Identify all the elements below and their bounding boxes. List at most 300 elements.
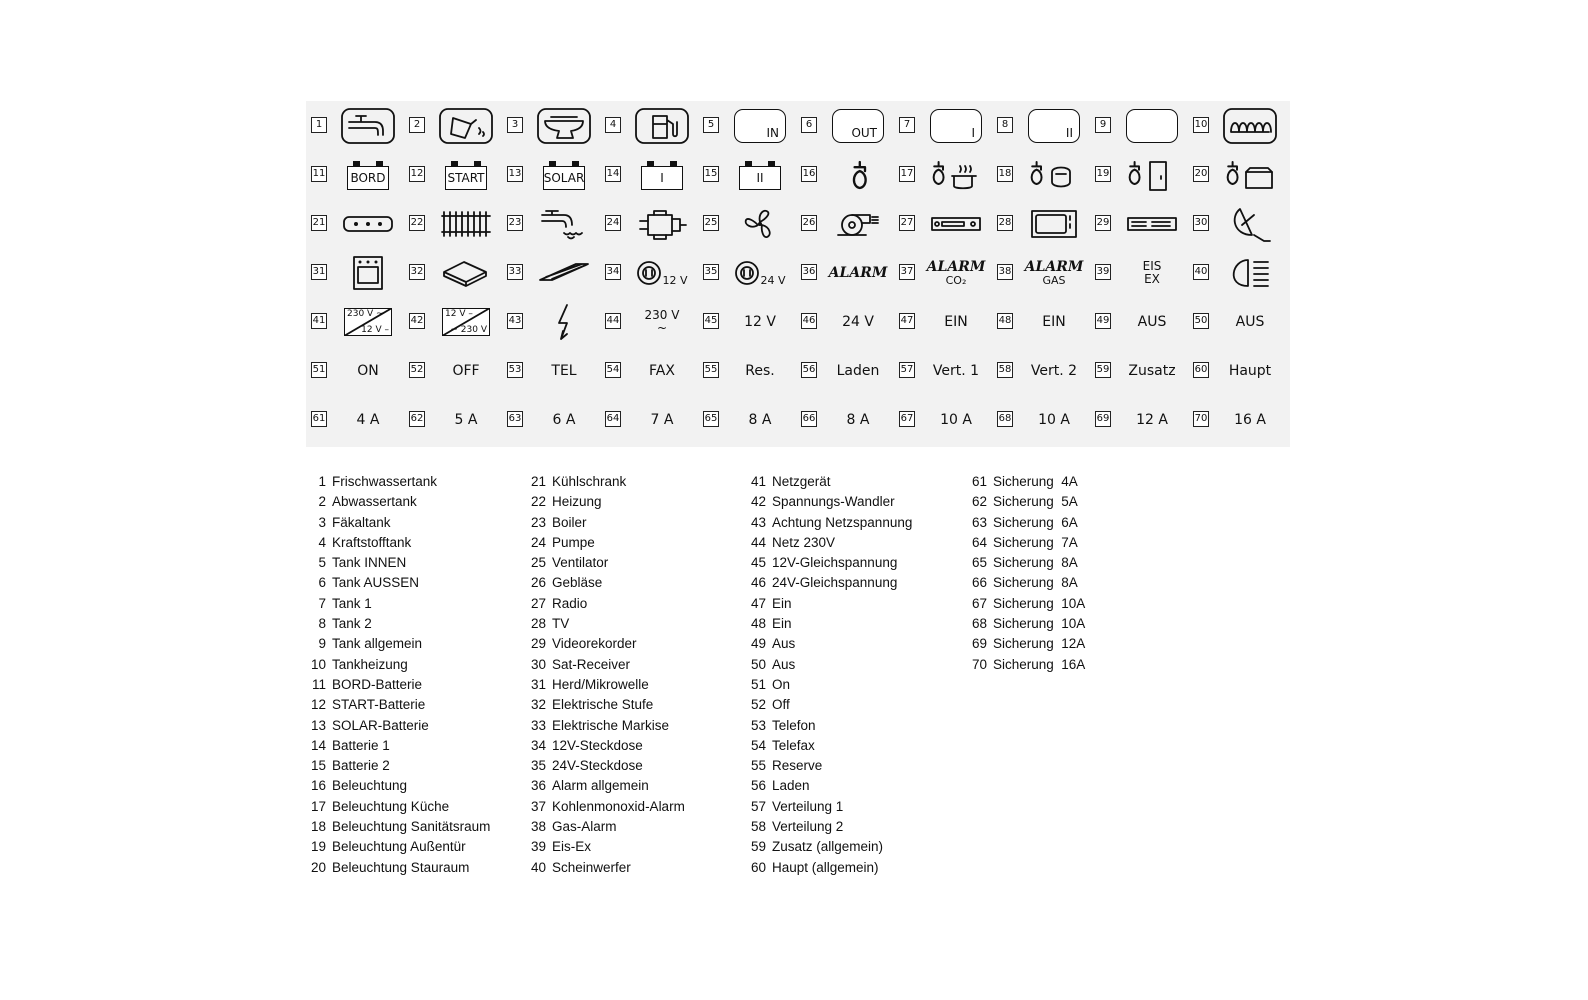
legend-item xyxy=(524,474,685,494)
symbol-sheet xyxy=(306,101,1290,447)
text-symbol: AUS xyxy=(1137,314,1167,330)
legend-label: Zusatz (allgemein) xyxy=(772,839,884,855)
symbol-cell xyxy=(796,248,894,297)
symbol-cell xyxy=(1188,248,1286,297)
text-symbol: EIN xyxy=(944,314,968,330)
tv-icon xyxy=(1024,204,1084,244)
symbol-cell xyxy=(404,395,502,444)
legend-number: 19 xyxy=(310,839,326,855)
symbol-cell xyxy=(992,248,1090,297)
symbol-number: 46 xyxy=(801,313,817,329)
legend-label: 24V-Steckdose xyxy=(552,758,643,774)
legend-number: 56 xyxy=(750,778,766,794)
legend-item xyxy=(965,616,1085,636)
legend-label: Reserve xyxy=(772,758,823,774)
symbol-cell xyxy=(992,346,1090,395)
symbol-cell xyxy=(698,297,796,346)
radio-icon xyxy=(926,204,986,244)
symbol-number: 29 xyxy=(1095,215,1111,231)
legend-label: Abwassertank xyxy=(332,494,417,510)
symbol-number: 12 xyxy=(409,166,425,182)
symbol-cell xyxy=(796,395,894,444)
radiator-icon xyxy=(436,204,496,244)
legend-label: Telefon xyxy=(772,717,816,733)
symbol-number: 11 xyxy=(311,166,327,182)
legend-label: Scheinwerfer xyxy=(552,859,631,875)
symbol-number: 17 xyxy=(899,166,915,182)
legend-item xyxy=(524,555,685,575)
legend-number: 18 xyxy=(310,819,326,835)
legend-number: 5 xyxy=(318,555,326,571)
legend-label: Beleuchtung Sanitätsraum xyxy=(332,819,491,835)
battery-icon: II xyxy=(730,155,790,195)
legend-number: 17 xyxy=(310,798,326,814)
legend-item xyxy=(304,677,490,697)
legend-number: 29 xyxy=(530,636,546,652)
legend-number: 46 xyxy=(750,575,766,591)
symbol-cell xyxy=(404,150,502,199)
symbol-cell xyxy=(404,199,502,248)
legend-number: 47 xyxy=(750,595,766,611)
legend-item xyxy=(304,839,490,859)
legend-label: Gas-Alarm xyxy=(552,819,617,835)
tank-symbol: II xyxy=(1024,106,1084,146)
legend-label: Videorekorder xyxy=(552,636,637,652)
legend-item xyxy=(965,515,1085,535)
symbol-cell xyxy=(600,150,698,199)
symbol-number: 33 xyxy=(507,264,523,280)
bucket-icon xyxy=(436,106,496,146)
legend-item xyxy=(524,596,685,616)
legend-item xyxy=(965,657,1085,677)
symbol-number: 42 xyxy=(409,313,425,329)
legend-label: Aus xyxy=(772,636,796,652)
symbol-cell xyxy=(894,150,992,199)
legend-number: 4 xyxy=(318,534,326,550)
legend-number: 45 xyxy=(750,555,766,571)
legend-number: 52 xyxy=(750,697,766,713)
tank-symbol xyxy=(1122,106,1182,146)
symbol-cell xyxy=(698,248,796,297)
legend-label: Aus xyxy=(772,656,796,672)
symbol-cell xyxy=(1090,346,1188,395)
legend-item xyxy=(304,596,490,616)
symbol-number: 31 xyxy=(311,264,327,280)
legend-item xyxy=(965,636,1085,656)
vcr-icon xyxy=(1122,204,1182,244)
text-symbol: AUS xyxy=(1235,314,1265,330)
symbol-cell xyxy=(992,199,1090,248)
bulb-sink-icon xyxy=(1024,155,1084,195)
symbol-number: 13 xyxy=(507,166,523,182)
legend-label: Kühlschrank xyxy=(552,474,627,489)
legend-column xyxy=(744,474,912,880)
symbol-number: 60 xyxy=(1193,362,1209,378)
legend-item xyxy=(524,799,685,819)
symbol-cell xyxy=(894,101,992,150)
text-symbol: 16 A xyxy=(1234,412,1266,428)
symbol-number: 66 xyxy=(801,411,817,427)
symbol-number: 37 xyxy=(899,264,915,280)
symbol-cell xyxy=(306,395,404,444)
legend-item xyxy=(304,738,490,758)
alarm-symbol: ALARM CO₂ xyxy=(926,258,986,287)
legend-number: 62 xyxy=(971,494,987,510)
step-icon xyxy=(436,253,496,293)
legend-label: Beleuchtung xyxy=(332,778,408,794)
legend-number: 23 xyxy=(530,514,546,530)
legend-label: Achtung Netzspannung xyxy=(772,514,913,530)
tank-symbol: IN xyxy=(730,106,790,146)
symbol-number: 53 xyxy=(507,362,523,378)
legend-number: 68 xyxy=(971,616,987,632)
symbol-cell xyxy=(600,199,698,248)
heatcoil-icon xyxy=(1220,106,1280,146)
symbol-cell xyxy=(894,248,992,297)
legend-number: 67 xyxy=(971,595,987,611)
symbol-number: 25 xyxy=(703,215,719,231)
symbol-number: 52 xyxy=(409,362,425,378)
symbol-cell xyxy=(502,297,600,346)
legend-item xyxy=(744,474,912,494)
legend-number: 11 xyxy=(311,676,326,692)
legend-item xyxy=(524,860,685,880)
socket-icon: 12 V xyxy=(632,253,692,293)
legend-item xyxy=(744,839,912,859)
legend-label: Sicherung 12A xyxy=(993,636,1086,652)
legend-item xyxy=(744,596,912,616)
legend-number: 7 xyxy=(318,595,326,611)
symbol-cell xyxy=(1090,248,1188,297)
legend-number: 37 xyxy=(530,798,546,814)
symbol-number: 32 xyxy=(409,264,425,280)
legend-number: 38 xyxy=(530,819,546,835)
legend-label: Alarm allgemein xyxy=(552,778,649,794)
legend-number: 55 xyxy=(750,758,766,774)
legend-label: Ein xyxy=(772,616,792,632)
legend-number: 66 xyxy=(971,575,987,591)
symbol-cell xyxy=(1090,101,1188,150)
legend-label: Tankheizung xyxy=(332,656,408,672)
legend-number: 24 xyxy=(530,534,546,550)
legend-item xyxy=(744,515,912,535)
symbol-number: 14 xyxy=(605,166,621,182)
blower-icon xyxy=(828,204,888,244)
battery-icon: SOLAR xyxy=(534,155,594,195)
symbol-number: 9 xyxy=(1095,117,1111,133)
legend-number: 35 xyxy=(530,758,546,774)
symbol-number: 64 xyxy=(605,411,621,427)
legend-item xyxy=(744,494,912,514)
symbol-number: 38 xyxy=(997,264,1013,280)
text-symbol: 10 A xyxy=(1038,412,1070,428)
legend-item xyxy=(524,494,685,514)
legend-item xyxy=(744,616,912,636)
symbol-number: 22 xyxy=(409,215,425,231)
symbol-cell xyxy=(1090,199,1188,248)
symbol-number: 54 xyxy=(605,362,621,378)
symbol-number: 41 xyxy=(311,313,327,329)
bulb-icon xyxy=(828,155,888,195)
fridge-icon xyxy=(338,204,398,244)
legend-item xyxy=(965,474,1085,494)
symbol-cell xyxy=(796,346,894,395)
satellite-icon xyxy=(1220,204,1280,244)
symbol-cell xyxy=(992,395,1090,444)
text-symbol: ON xyxy=(357,363,379,379)
legend-label: Beleuchtung Küche xyxy=(332,798,450,814)
legend-item xyxy=(524,636,685,656)
legend-item xyxy=(524,778,685,798)
bulb-door-icon xyxy=(1122,155,1182,195)
legend-label: Netz 230V xyxy=(772,534,836,550)
legend-item xyxy=(304,819,490,839)
symbol-number: 10 xyxy=(1193,117,1209,133)
text-symbol: 24 V xyxy=(842,314,874,330)
pump-icon xyxy=(632,204,692,244)
symbol-number: 34 xyxy=(605,264,621,280)
legend-number: 65 xyxy=(971,555,987,571)
symbol-number: 1 xyxy=(311,117,327,133)
symbol-number: 2 xyxy=(409,117,425,133)
symbol-number: 50 xyxy=(1193,313,1209,329)
symbol-cell xyxy=(1188,297,1286,346)
symbol-cell xyxy=(1188,101,1286,150)
legend-number: 20 xyxy=(310,859,326,875)
symbol-number: 62 xyxy=(409,411,425,427)
legend-item xyxy=(304,718,490,738)
symbol-number: 16 xyxy=(801,166,817,182)
symbol-number: 55 xyxy=(703,362,719,378)
legend-number: 2 xyxy=(318,494,326,510)
text-symbol: Vert. 1 xyxy=(932,363,980,379)
legend-number: 59 xyxy=(750,839,766,855)
legend-label: Netzgerät xyxy=(772,474,831,489)
symbol-number: 30 xyxy=(1193,215,1209,231)
legend-column xyxy=(524,474,685,880)
text-symbol: FAX xyxy=(649,363,675,379)
legend-number: 60 xyxy=(750,859,766,875)
legend-item xyxy=(524,697,685,717)
text-symbol: 4 A xyxy=(356,412,380,428)
legend-number: 61 xyxy=(971,474,987,489)
stove-icon xyxy=(338,253,398,293)
legend-label: Ventilator xyxy=(552,555,609,571)
symbol-number: 49 xyxy=(1095,313,1111,329)
symbol-cell xyxy=(600,248,698,297)
symbol-number: 8 xyxy=(997,117,1013,133)
legend-number: 43 xyxy=(750,514,766,530)
text-symbol: Zusatz xyxy=(1128,363,1176,379)
text-symbol: 12 A xyxy=(1136,412,1168,428)
legend-label: Sicherung 6A xyxy=(993,514,1078,530)
symbol-number: 28 xyxy=(997,215,1013,231)
legend-item xyxy=(744,718,912,738)
text-symbol: 10 A xyxy=(940,412,972,428)
legend-number: 44 xyxy=(750,534,766,550)
legend-label: Sat-Receiver xyxy=(552,656,631,672)
symbol-number: 6 xyxy=(801,117,817,133)
legend-number: 58 xyxy=(750,819,766,835)
symbol-cell xyxy=(1188,150,1286,199)
battery-icon: I xyxy=(632,155,692,195)
bulb-box-icon xyxy=(1220,155,1280,195)
text-symbol: 8 A xyxy=(846,412,870,428)
symbol-number: 69 xyxy=(1095,411,1111,427)
symbol-number: 47 xyxy=(899,313,915,329)
legend-item xyxy=(524,819,685,839)
legend-number: 10 xyxy=(310,656,326,672)
headlight-icon xyxy=(1220,253,1280,293)
symbol-number: 24 xyxy=(605,215,621,231)
tap-icon xyxy=(338,106,398,146)
legend-number: 1 xyxy=(318,474,326,489)
fan-icon xyxy=(730,204,790,244)
symbol-number: 61 xyxy=(311,411,327,427)
legend-number: 9 xyxy=(318,636,326,652)
symbol-cell xyxy=(796,150,894,199)
text-symbol: Laden xyxy=(836,363,880,379)
symbol-cell xyxy=(1188,395,1286,444)
legend-item xyxy=(524,738,685,758)
legend-label: Elektrische Stufe xyxy=(552,697,654,713)
legend-item xyxy=(965,494,1085,514)
legend-number: 14 xyxy=(310,737,326,753)
symbol-number: 63 xyxy=(507,411,523,427)
symbol-number: 58 xyxy=(997,362,1013,378)
legend-item xyxy=(524,839,685,859)
legend-label: BORD-Batterie xyxy=(332,676,423,692)
symbol-cell xyxy=(1188,346,1286,395)
legend-item xyxy=(965,575,1085,595)
legend-item xyxy=(744,778,912,798)
legend-item xyxy=(524,657,685,677)
symbol-cell xyxy=(404,248,502,297)
symbol-number: 36 xyxy=(801,264,817,280)
legend-label: Kohlenmonoxid-Alarm xyxy=(552,798,685,814)
symbol-cell xyxy=(1090,150,1188,199)
legend-item xyxy=(744,535,912,555)
text-symbol: 7 A xyxy=(650,412,674,428)
legend-number: 48 xyxy=(750,616,766,632)
legend-number: 57 xyxy=(750,798,766,814)
symbol-number: 57 xyxy=(899,362,915,378)
symbol-cell xyxy=(502,199,600,248)
converter-icon: 12 V – ~ 230 V xyxy=(436,302,496,342)
symbol-cell xyxy=(306,101,404,150)
legend-label: Sicherung 16A xyxy=(993,656,1086,672)
symbol-number: 65 xyxy=(703,411,719,427)
symbol-number: 23 xyxy=(507,215,523,231)
legend-number: 30 xyxy=(530,656,546,672)
legend-number: 53 xyxy=(750,717,766,733)
legend-label: Verteilung 2 xyxy=(772,819,844,835)
legend-number: 50 xyxy=(750,656,766,672)
symbol-cell xyxy=(992,101,1090,150)
symbol-cell xyxy=(894,199,992,248)
symbol-number: 68 xyxy=(997,411,1013,427)
symbol-number: 20 xyxy=(1193,166,1209,182)
symbol-cell xyxy=(502,248,600,297)
symbol-cell xyxy=(502,395,600,444)
legend-label: TV xyxy=(552,616,570,632)
symbol-number: 45 xyxy=(703,313,719,329)
symbol-cell xyxy=(306,346,404,395)
lightning-icon xyxy=(534,302,594,342)
legend-item xyxy=(744,819,912,839)
text-symbol: 12 V xyxy=(744,314,776,330)
legend-number: 33 xyxy=(530,717,546,733)
legend-label: On xyxy=(772,676,791,692)
symbol-number: 56 xyxy=(801,362,817,378)
legend-number: 49 xyxy=(750,636,766,652)
legend-item xyxy=(304,860,490,880)
symbol-number: 15 xyxy=(703,166,719,182)
legend-label: Elektrische Markise xyxy=(552,717,670,733)
symbol-cell xyxy=(698,101,796,150)
legend-number: 40 xyxy=(530,859,546,875)
legend-label: Boiler xyxy=(552,514,587,530)
legend-label: Tank 1 xyxy=(332,595,372,611)
legend-label: 24V-Gleichspannung xyxy=(772,575,898,591)
legend-label: Tank 2 xyxy=(332,616,372,632)
alarm-symbol: ALARM xyxy=(828,264,888,281)
symbol-number: 59 xyxy=(1095,362,1111,378)
legend-number: 63 xyxy=(971,514,987,530)
text-symbol: Res. xyxy=(745,363,775,379)
legend-item xyxy=(304,555,490,575)
legend-item xyxy=(744,799,912,819)
legend-label: Heizung xyxy=(552,494,602,510)
legend-number: 70 xyxy=(971,656,987,672)
legend-label: Batterie 1 xyxy=(332,737,390,753)
legend-label: 12V-Gleichspannung xyxy=(772,555,898,571)
legend-label: Kraftstofftank xyxy=(332,534,412,550)
legend-label: Sicherung 10A xyxy=(993,595,1086,611)
legend-label: Sicherung 8A xyxy=(993,555,1078,571)
symbol-cell xyxy=(404,101,502,150)
toilet-icon xyxy=(534,106,594,146)
legend-label: Frischwassertank xyxy=(332,474,438,489)
symbol-number: 48 xyxy=(997,313,1013,329)
text-symbol: OFF xyxy=(452,363,480,379)
legend-number: 39 xyxy=(530,839,546,855)
symbol-cell xyxy=(796,101,894,150)
legend-number: 27 xyxy=(530,595,546,611)
symbol-cell xyxy=(796,297,894,346)
legend-label: Haupt (allgemein) xyxy=(772,859,879,875)
legend-label: Radio xyxy=(552,595,588,611)
legend-label: Pumpe xyxy=(552,534,595,550)
legend-item xyxy=(965,596,1085,616)
legend-number: 8 xyxy=(318,616,326,632)
legend-number: 51 xyxy=(750,676,766,692)
legend-item xyxy=(304,799,490,819)
legend-label: Tank AUSSEN xyxy=(332,575,420,591)
legend-item xyxy=(304,778,490,798)
symbol-cell xyxy=(600,395,698,444)
legend-item xyxy=(744,860,912,880)
symbol-number: 35 xyxy=(703,264,719,280)
symbol-number: 21 xyxy=(311,215,327,231)
legend-label: START-Batterie xyxy=(332,697,426,713)
legend-label: Beleuchtung Stauraum xyxy=(332,859,470,875)
legend-label: Sicherung 10A xyxy=(993,616,1086,632)
legend-item xyxy=(304,494,490,514)
symbol-number: 40 xyxy=(1193,264,1209,280)
legend-label: SOLAR-Batterie xyxy=(332,717,429,733)
legend-item xyxy=(744,697,912,717)
